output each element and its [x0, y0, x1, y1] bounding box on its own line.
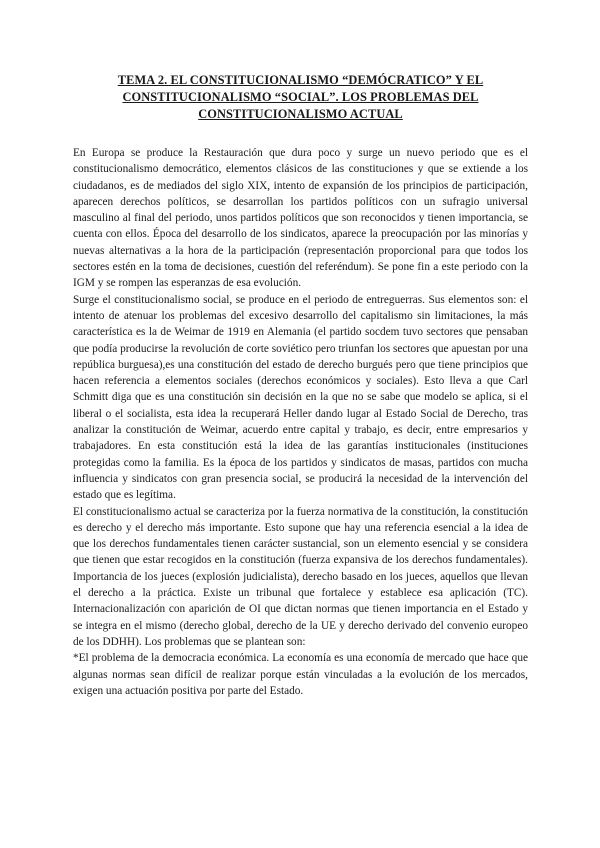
paragraph-current-constitutionalism: El constitucionalismo actual se caracteriza por la fuerza normativa de la constitución, la constitución es derecho y el derecho más importante. Esto supone que hay una referencia esencial a la idea de que los derechos fundamentales tienen carácter sustancial, son un elemento esencial y se considera que tienen que estar recogidos en la constitución (fuerza expansiva de los derechos fundamentales). Importancia de los jueces (explosión judicialista), derecho basado en los jueces, aquellos que llevan el derecho a la práctica. Existe un tribunal que fortalece y establece esa aplicación (TC). Internacionalización con aparición de OI que dictan normas que tienen importancia en el Estado y se integra en el mismo (derecho global, derecho de la UE y derecho derivado del convenio europeo de los DDHH). Los problemas que se plantean son: [73, 505, 528, 648]
title-line: CONSTITUCIONALISMO ACTUAL [198, 107, 403, 121]
paragraph-economic-democracy: *El problema de la democracia económica. La economía es una economía de mercado que hace que algunas normas sean difícil de realizar porque están vinculadas a la evolución de los mercados, exigen una actuación positiva por parte del Estado. [73, 652, 528, 697]
document-page [73, 72, 528, 699]
paragraph-democratic-constitutionalism: En Europa se produce la Restauración que dura poco y surge un nuevo periodo que es el constitucionalismo democrático, elementos clásicos de las constituciones y que se extiende a los ciudadanos, es de mediados del siglo XIX, intento de expansión de los principios de participación, aparecen derechos políticos, se desarrollan los partidos políticos con un sufragio universal masculino al final del periodo, unos partidos políticos que son reconocidos y tienen importancia, se cuenta con ellos. Época del desarrollo de los sindicatos, aparece la preocupación por las minorías y nuevas alternativas a la hora de la participación (representación proporcional para que todos los sectores estén en la toma de decisiones, cuestión del referéndum). Se pone fin a este periodo con la IGM y se rompen las esperanzas de esa evolución. [73, 147, 528, 290]
document-title [73, 72, 528, 123]
title-line: TEMA 2. EL CONSTITUCIONALISMO “DEMÓCRATICO” Y EL [117, 73, 484, 87]
paragraph-social-constitutionalism: Surge el constitucionalismo social, se produce en el periodo de entreguerras. Sus elementos son: el intento de atenuar los problemas del excesivo desarrollo del capitalismo sin limitaciones, la más característica es la de Weimar de 1919 en Alemania (el partido socdem tuvo sectores que pensaban que podía producirse la revolución de corte soviético pero triunfan los sectores que apuestan por una república burguesa),es una constitución del estado de derecho burgués pero que tiene principios que hacen referencia a elementos sociales (derechos económicos y sociales). Esto lleva a que Carl Schmitt diga que es una constitución sin decisión en la que no se sabe que modelo se aplica, si el liberal o el socialista, esta idea la recuperará Heller dando lugar al Estado Social de Derecho, tras analizar la constitución de Weimar, acuerdo entre capital y trabajo, es decir, entre empresarios y trabajadores. En esta constitución está la idea de las garantías institucionales (instituciones protegidas como la familia. Es la época de los partidos y sindicatos de masas, partidos con mucha influencia y sindicatos con gran presencia social, se producirá la necesidad de la intervención del estado que es legítima. [73, 293, 528, 502]
title-line: CONSTITUCIONALISMO “SOCIAL”. LOS PROBLEMAS DEL [122, 90, 479, 104]
